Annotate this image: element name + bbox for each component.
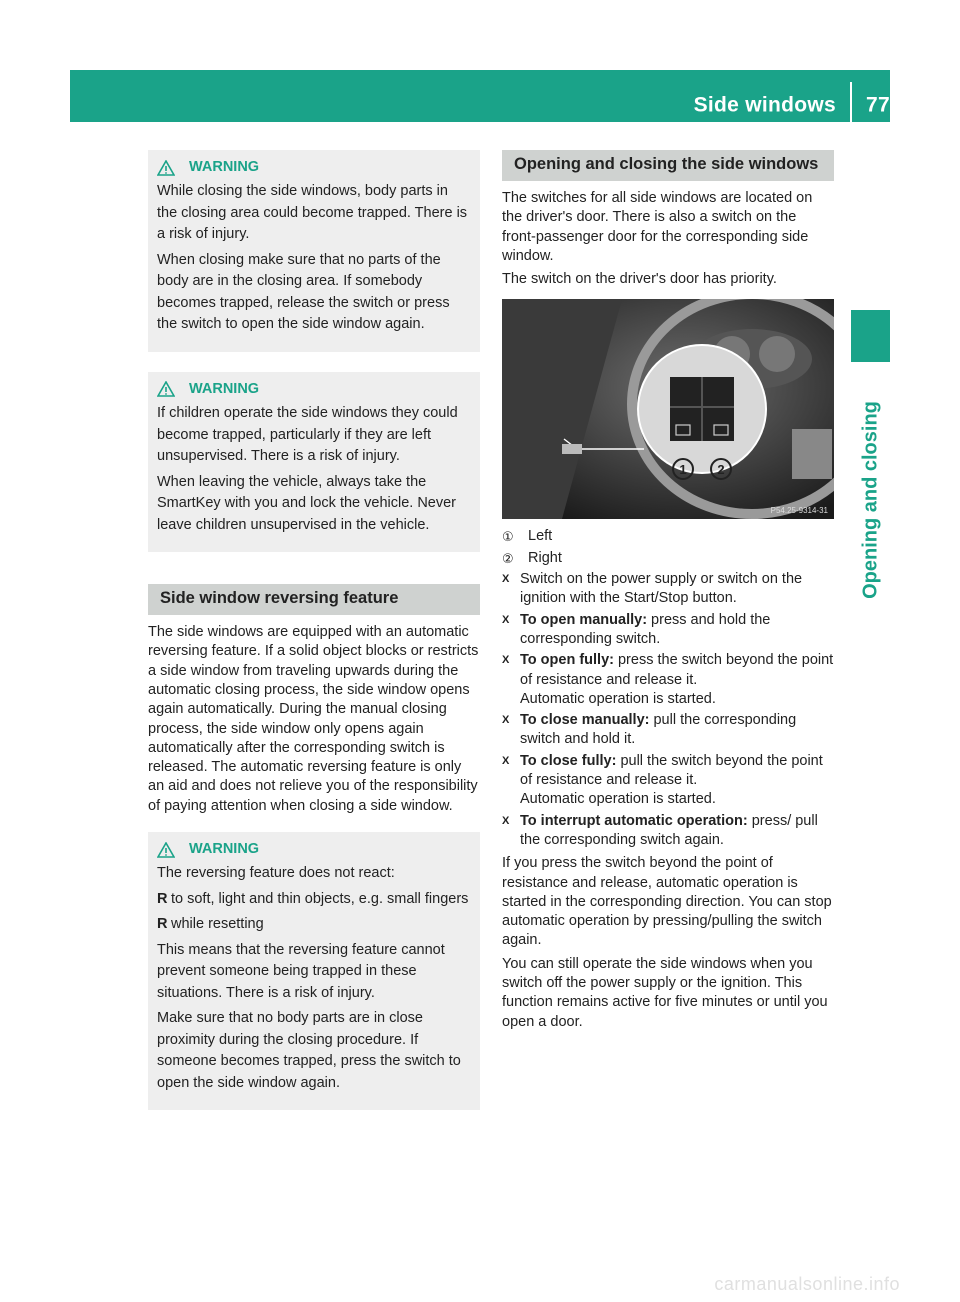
warning-box-2 <box>148 372 480 552</box>
list-item <box>157 889 471 911</box>
step-arrow-icon: X <box>502 714 510 727</box>
warning-triangle-icon <box>157 842 175 858</box>
instruction-step <box>502 812 834 851</box>
step-text: pull the switch beyond the point of resistance and release it. <box>520 752 823 789</box>
warning-text: When closing make sure that no parts of the body are in the closing area. If somebody becomes trapped, release the switch or press the switch to open the side window again. <box>157 251 450 333</box>
bullet-icon: R <box>157 890 168 907</box>
step-label: To open fully: <box>520 652 614 669</box>
warning-label: WARNING <box>189 159 260 175</box>
step-arrow-icon: X <box>502 654 510 667</box>
footer-watermark: carmanualsonline.info <box>714 1274 900 1294</box>
chapter-tab <box>851 310 890 362</box>
warning-text: If children operate the side windows they could become trapped, particularly if they are left unsupervised. There is a risk of injury. <box>157 405 458 465</box>
page-number: 77 <box>866 93 890 117</box>
warning-text: While closing the side windows, body parts in the closing area could become trapped. There is a risk of injury. <box>157 183 468 243</box>
legend-number: ① <box>502 529 514 545</box>
intro-text: The switches for all side windows are located on the driver's door. There is also a switch on the front-passenger door for the corresponding side window. <box>502 190 813 264</box>
door-switch-illustration <box>502 299 834 519</box>
instruction-steps <box>502 570 834 850</box>
switch-figure <box>502 299 834 519</box>
warning-text: The reversing feature does not react: <box>157 865 395 882</box>
step-result: Automatic operation is started. <box>520 791 716 808</box>
step-text: press/ pull the corresponding switch again. <box>520 812 818 848</box>
warning-box-1 <box>148 150 480 352</box>
warning-heading <box>157 380 471 399</box>
right-column <box>502 150 834 1036</box>
instruction-step <box>502 611 834 650</box>
instruction-step <box>502 752 834 810</box>
bullet-icon: R <box>157 916 168 933</box>
warning-text: This means that the reversing feature cannot prevent someone being trapped in these situations. There is a risk of injury. <box>157 941 445 1001</box>
section-title: Side windows <box>693 93 837 117</box>
step-text: Switch on the power supply or switch on the ignition with the Start/Stop button. <box>520 571 803 607</box>
figure-legend <box>502 527 834 568</box>
left-column <box>148 150 480 1126</box>
warning-label: WARNING <box>189 380 260 397</box>
step-result: Automatic operation is started. <box>520 690 716 707</box>
section-heading-opening: Opening and closing the side windows <box>502 150 834 181</box>
step-arrow-icon: X <box>502 814 510 827</box>
instruction-step <box>502 570 834 609</box>
step-label: To close manually: <box>520 712 650 729</box>
step-text: press and hold the corresponding switch. <box>520 611 771 647</box>
warning-heading <box>157 840 471 859</box>
list-item <box>157 914 471 936</box>
reversing-description: The side windows are equipped with an automatic reversing feature. If a solid object blocks or restricts a side window from traveling upwards during the automatic closing process, the side window opens again automatically. During the manual closing process, the side window only opens again automatically after the corresponding switch is released. The automatic reversing feature is only an aid and does not relieve you of the responsibility of paying attention when closing a side window. <box>148 624 479 814</box>
callout-1: 1 <box>679 462 687 478</box>
chapter-label <box>851 370 890 630</box>
figure-code: P54.25-9314-31 <box>770 506 828 516</box>
legend-number: ② <box>502 550 514 566</box>
section-heading-reversing: Side window reversing feature <box>148 584 480 615</box>
list-item-text: while resetting <box>171 916 264 933</box>
body-text: You can still operate the side windows when you switch off the power supply or the ignition. This function remains active for five minutes or until you open a door. <box>502 955 828 1030</box>
step-label: To interrupt automatic operation: <box>520 812 748 829</box>
warning-bullet-list <box>157 889 471 936</box>
warning-label: WARNING <box>189 841 260 858</box>
warning-triangle-icon <box>157 381 175 397</box>
step-text: pull the corresponding switch and hold it. <box>520 712 797 748</box>
step-arrow-icon: X <box>502 754 510 767</box>
legend-text: Left <box>528 528 553 545</box>
warning-triangle-icon <box>157 160 175 176</box>
step-label: To open manually: <box>520 611 648 628</box>
header-separator <box>850 82 852 122</box>
warning-text: Make sure that no body parts are in close proximity during the closing procedure. If someone becomes trapped, press the switch to open the side window again. <box>157 1010 461 1091</box>
step-text: press the switch beyond the point of resistance and release it. <box>520 652 834 688</box>
step-arrow-icon: X <box>502 613 510 626</box>
legend-text: Right <box>528 549 562 566</box>
instruction-step <box>502 651 834 709</box>
step-label: To close fully: <box>520 752 617 769</box>
legend-item <box>502 527 834 546</box>
step-arrow-icon: X <box>502 573 510 586</box>
warning-box-3 <box>148 832 480 1110</box>
intro-text: The switch on the driver's door has priority. <box>502 271 777 288</box>
warning-heading <box>157 158 471 177</box>
instruction-step <box>502 711 834 750</box>
page-header <box>694 86 890 126</box>
body-text: If you press the switch beyond the point of resistance and release, automatic operation is started in the corresponding direction. You can stop automatic operation by pressing/pulling the switch again. <box>502 855 832 949</box>
legend-item <box>502 549 834 568</box>
chapter-label-text: Opening and closing <box>859 401 881 599</box>
callout-2: 2 <box>717 462 725 478</box>
list-item-text: to soft, light and thin objects, e.g. small fingers <box>171 890 469 907</box>
warning-text: When leaving the vehicle, always take the SmartKey with you and lock the vehicle. Never leave children unsupervised in the vehicle. <box>157 473 456 533</box>
